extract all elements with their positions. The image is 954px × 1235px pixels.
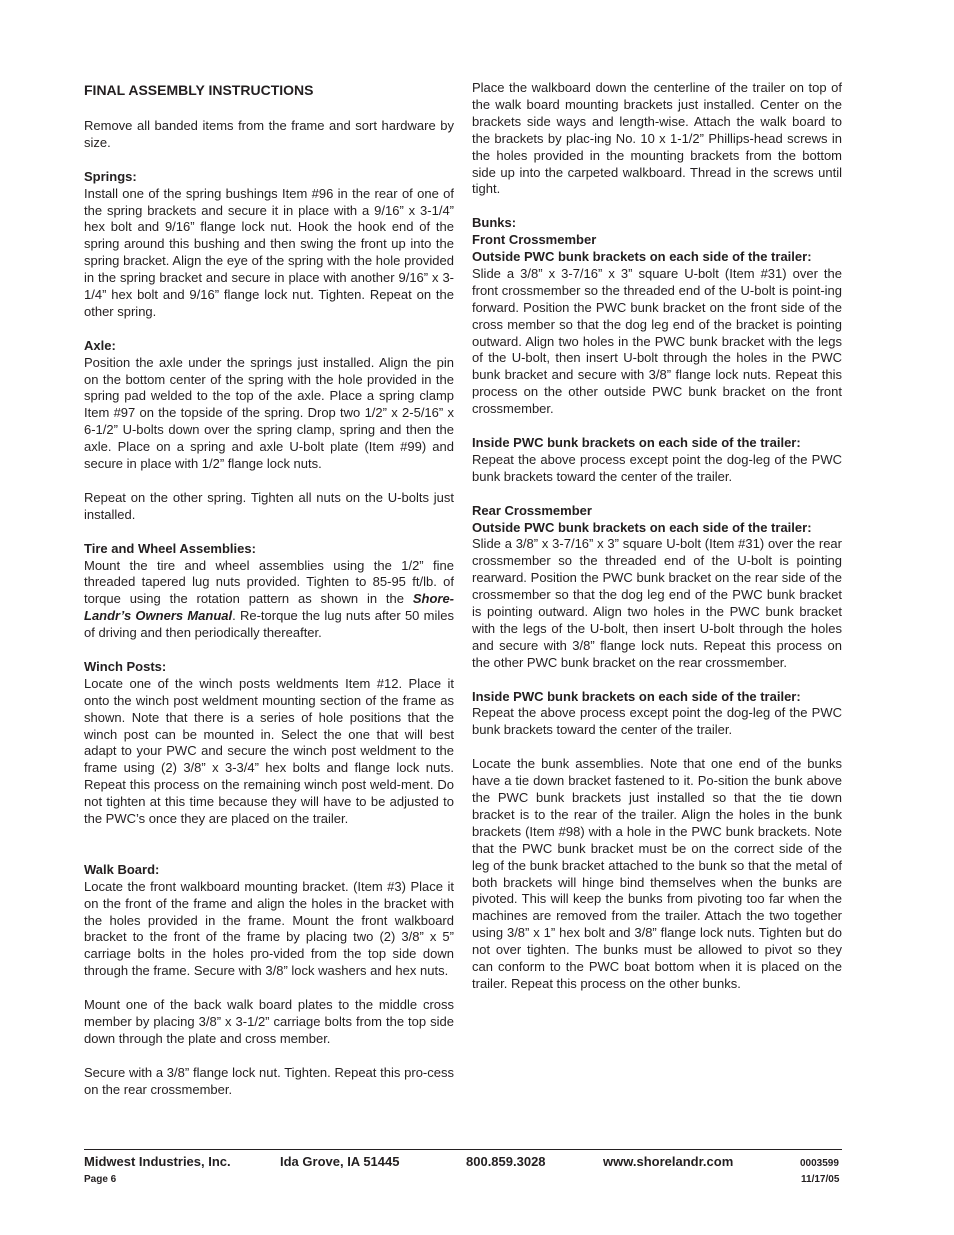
- rear-inside-heading: Inside PWC bunk brackets on each side of the trailer:: [472, 688, 801, 704]
- springs-paragraph: Install one of the spring bushings Item #96 in the rear of one of the spring brackets and secure it in place with a 9/16” x 3-1/4” hex bolt and 9/16” flange lock nut. Hook the hook end of the spring around this bushing and then swing the front up into the spring bracket. Align the eye of the spring with the hole provided in the spring bracket and secure in place with another 9/16” x 3-1/4” hex bolt and 9/16” flange lock nut. Tighten. Repeat on the other spring.: [84, 185, 454, 319]
- tire-heading: Tire and Wheel Assemblies:: [84, 540, 256, 556]
- winch-paragraph: Locate one of the winch posts weldments Item #12. Place it onto the winch post weldment mounting section of the frame as shown. Note that there is a series of hole positions that the winch post can be mounted in. Select the one that will best adapt to your PWC and secure the winch post weldment to the frame using (2) 3/8” x 3-3/4” hex bolts and flange lock nuts. Repeat this process on the remaining winch post weld-ment. Do not tighten at this time because they will have to be adjusted to the PWC’s once they are placed on the trailer.: [84, 675, 454, 827]
- walk-board-continued-paragraph: Place the walkboard down the centerline of the trailer on top of the walk board mounting brackets just installed. Center on the brackets side ways and length-wise. Attach the walk board to the brackets by plac-ing No. 10 x 1-1/2” Phillips-head screws in the holes provided in the mounting brackets from the bottom side up into the carpeted walkboard. Thread in the screws until tight.: [472, 80, 842, 197]
- tire-text-a: Mount the tire and wheel assemblies using the 1/2” fine threaded tapered lug nuts provided. Tighten to 85-95 ft/lb. of torque using the rotation pattern as shown in the: [84, 557, 454, 607]
- axle-paragraph: Position the axle under the springs just installed. Align the pin on the bottom center of the spring with the hole provided in the spring pad welded to the top of the axle. Place a spring clamp Item #97 on the topside of the spring. Drop two 1/2” x 2-5/16” x 6-1/2” U-bolts down over the spring clamp, spring and then the axle. Place on a spring and axle U-bolt plate (Item #99) and secure in place with 1/2” flange lock nuts.: [84, 354, 454, 472]
- owners-manual-title: Shore-Landr’s Owners Manual: [84, 591, 454, 624]
- footer-city: Ida Grove, IA 51445: [280, 1154, 400, 1169]
- right-column: [472, 80, 842, 993]
- intro-paragraph: Remove all banded items from the frame and sort hardware by size.: [84, 118, 454, 150]
- rear-inside-paragraph: Repeat the above process except point the dog-leg of the PWC bunk brackets toward the center of the trailer.: [472, 705, 842, 738]
- footer-divider: [84, 1149, 842, 1150]
- footer-phone: 800.859.3028: [466, 1154, 546, 1169]
- walk-board-heading: Walk Board:: [84, 861, 160, 877]
- footer-company: Midwest Industries, Inc.: [84, 1154, 231, 1169]
- axle-paragraph-2: Repeat on the other spring. Tighten all nuts on the U-bolts just installed.: [84, 489, 454, 522]
- winch-heading: Winch Posts:: [84, 658, 167, 674]
- front-crossmember-heading: Front Crossmember: [472, 232, 597, 248]
- walk-board-paragraph-3: Secure with a 3/8” flange lock nut. Tighten. Repeat this pro-cess on the rear crossmember.: [84, 1064, 454, 1097]
- front-outside-heading: Outside PWC bunk brackets on each side of the trailer:: [472, 249, 812, 265]
- axle-heading: Axle:: [84, 337, 116, 353]
- rear-outside-paragraph: Slide a 3/8” x 3-7/16” x 3” square U-bolt (Item #31) over the rear crossmember so the threaded end of the U-bolt is pointing rearward. Position the PWC bunk bracket on the rear side of the crossmember so that the dog leg end of the PWC bunk bracket is pointing outward. Align two holes in the PWC bunk bracket with the legs of the U-bolt, then insert U-bolt through the holes and secure with 3/8” flange lock nuts. Repeat this process on the other PWC bunk bracket on the rear crossmember.: [472, 536, 842, 670]
- walk-board-paragraph-2: Mount one of the back walk board plates to the middle cross member by placing 3/8” x 3-1/2” carriage bolts from the top side down through the plate and cross member.: [84, 997, 454, 1046]
- front-inside-paragraph: Repeat the above process except point the dog-leg of the PWC bunk brackets toward the center of the trailer.: [472, 451, 842, 484]
- tire-paragraph: [84, 558, 454, 643]
- bunks-heading: Bunks:: [472, 215, 517, 231]
- footer-doc-number: 0003599: [800, 1158, 839, 1169]
- tire-text-b: . Re-torque the lug nuts after 50 miles of driving and then periodically thereafter.: [84, 608, 454, 641]
- walk-board-paragraph: Locate the front walkboard mounting bracket. (Item #3) Place it on the front of the frame and align the holes in the bracket with the holes provided in the frame. Mount the front walkboard bracket to the front of the frame by placing two (2) 3/8” x 5” carriage bolts in the holes pro-vided from the top side down through the frame. Secure with 3/8” lock washers and hex nuts.: [84, 878, 454, 979]
- front-outside-paragraph: Slide a 3/8” x 3-7/16” x 3” square U-bolt (Item #31) over the front crossmember so the threaded end of the U-bolt is point-ing forward. Position the PWC bunk bracket on the front side of the cross member so that the dog leg end of the bracket is pointing outward. Align two holes in the PWC bunk bracket with the legs of the U-bolt, then insert U-bolt through the holes in the PWC bunk bracket and secure with 3/8” flange lock nuts. Repeat this process on the other outside PWC bunk bracket on the front crossmember.: [472, 265, 842, 417]
- left-column: [84, 80, 454, 1098]
- front-inside-heading: Inside PWC bunk brackets on each side of the trailer:: [472, 435, 801, 450]
- rear-outside-heading: Outside PWC bunk brackets on each side of the trailer:: [472, 519, 812, 535]
- springs-heading: Springs:: [84, 168, 137, 184]
- footer-page-number: Page 6: [84, 1174, 117, 1185]
- rear-crossmember-heading: Rear Crossmember: [472, 502, 592, 518]
- footer-website: www.shorelandr.com: [603, 1154, 734, 1169]
- page-title: FINAL ASSEMBLY INSTRUCTIONS: [84, 82, 314, 98]
- footer-date: 11/17/05: [801, 1174, 840, 1185]
- bunk-assemblies-paragraph: Locate the bunk assemblies. Note that one end of the bunks have a tie down bracket fastened to it. Po-sition the bunk above the PWC bunk brackets just installed so that the tie down bracket is to the rear of the trailer. Align the holes in the bunk brackets (Item #98) with a hole in the PWC bunk brackets. Note that the PWC bunk bracket must be on the correct side of the leg of the bunk bracket attached to the bunk so that the metal of both brackets will hinge bind themselves when the bunks are pivoted. This will keep the bunks from pivoting too far when the machines are removed from the trailer. Attach the two together using 3/8” x 1” hex bolt and 3/8” flange lock nuts. Tighten but do not over tighten. The bunks must be allowed to pivot so they can conform to the PWC boat bottom when it is placed on the trailer. Repeat this process on the other bunks.: [472, 756, 842, 991]
